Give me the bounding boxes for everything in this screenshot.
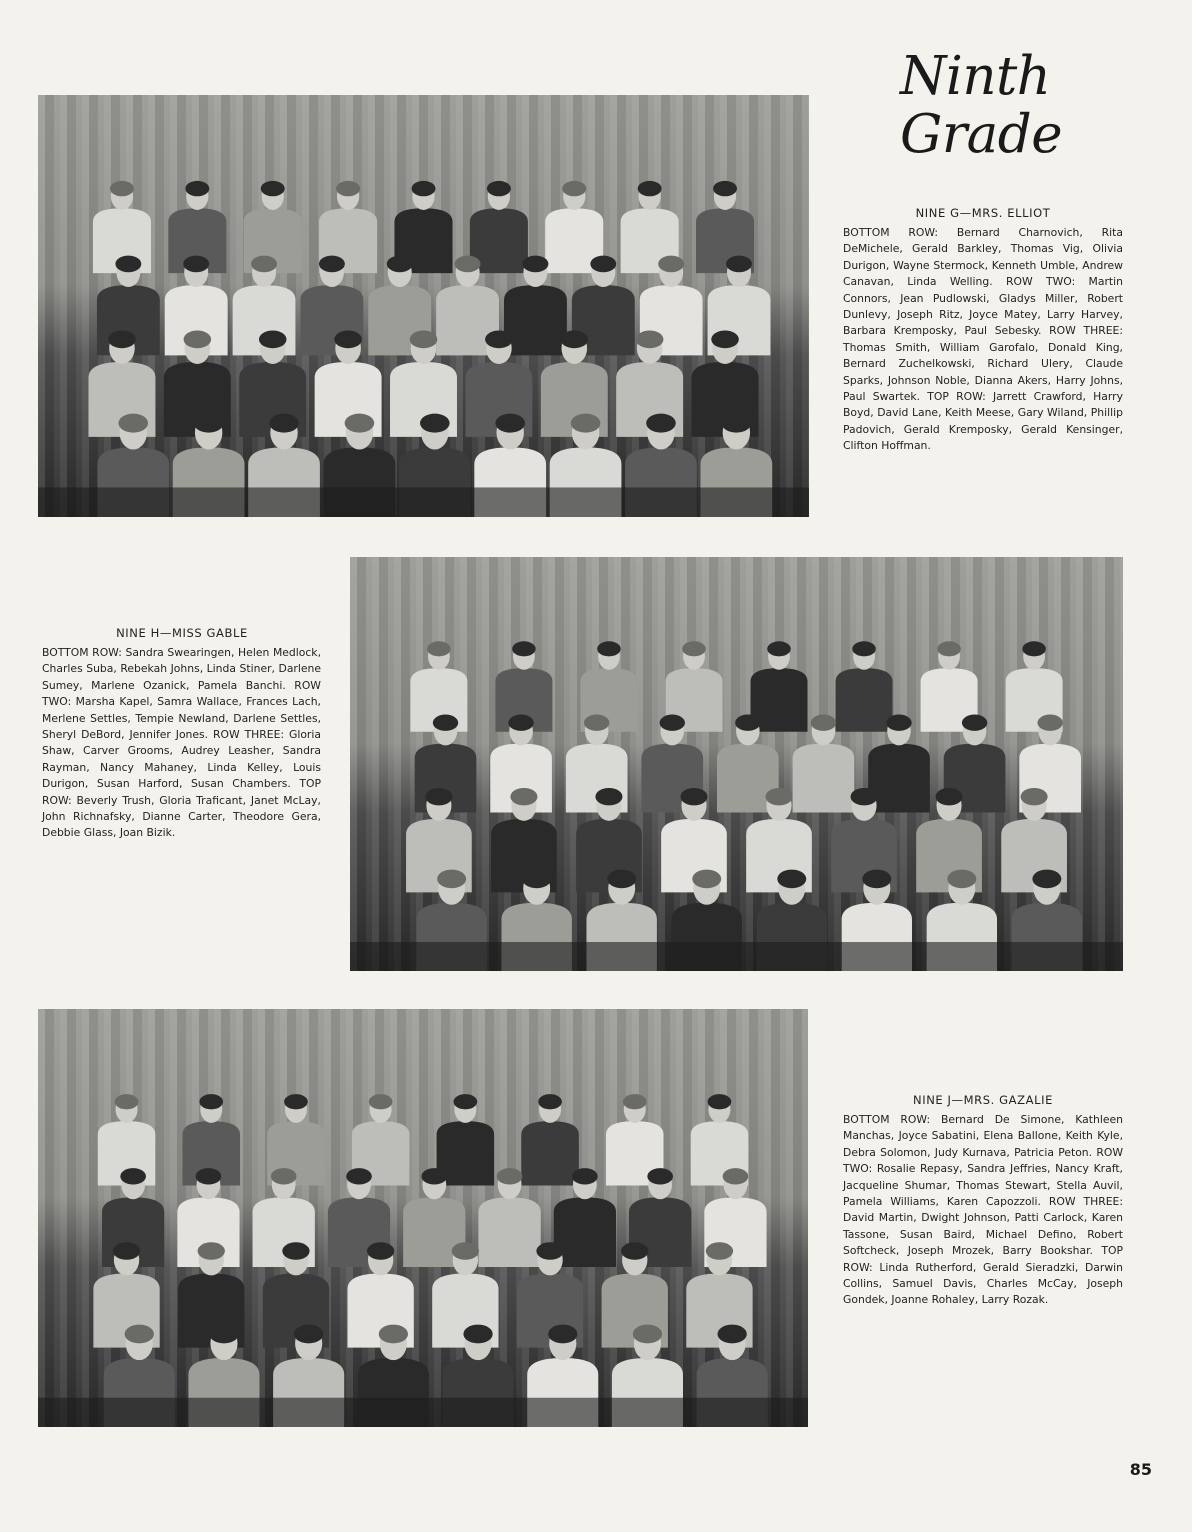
caption-heading-nine-j: NINE J—MRS. GAZALIE bbox=[913, 1093, 1053, 1107]
caption-heading-nine-h: NINE H—MISS GABLE bbox=[116, 626, 248, 640]
photo-figures bbox=[38, 95, 809, 517]
class-photo-nine-g bbox=[38, 95, 809, 517]
photo-floor bbox=[350, 942, 1123, 971]
caption-text-nine-g: BOTTOM ROW: Bernard Charnovich, Rita DeMichele, Gerald Barkley, Thomas Vig, Olivia Durigon, Wayne Stermock, Kenneth Umble, Andrew Canavan, Linda Welling. ROW TWO: Martin Connors, Jean Pudlowski, Gladys Miller, Robert Dunlevy, Joseph Ritz, Joyce Matey, Larry Harvey, Barbara Kremposky, Paul Sebesky. ROW THREE: Thomas Smith, William Garofalo, Donald King, Bernard Zuchelkowski, Richard Ulery, Claude Sparks, Johnson Noble, Dianna Akers, Harry Johns, Paul Swartek. TOP ROW: Jarrett Crawford, Harry Boyd, David Lane, Keith Meese, Gary Wiland, Phillip Padovich, Gerald Kremposky, Gerald Kensinger, Clifton Hoffman. bbox=[843, 226, 1123, 453]
title-line-1: Ninth bbox=[900, 46, 1051, 107]
student-figure bbox=[751, 641, 808, 731]
class-photo-nine-h bbox=[350, 557, 1123, 971]
caption-text-nine-j: BOTTOM ROW: Bernard De Simone, Kathleen Manchas, Joyce Sabatini, Elena Ballone, Keith Kyle, Debra Solomon, Judy Kurnava, Patricia Peton. ROW TWO: Rosalie Repasy, Sandra Jeffries, Nancy Kraft, Jacqueline Shumar, Thomas Stewart, Stella Auvil, Pamela Williams, Karen Capozzoli. ROW THREE: David Martin, Dwight Johnson, Patti Carlock, Karen Tassone, Susan Baird, Michael Defino, Robert Softcheck, Joseph Mrozek, Barry Bookshar. TOP ROW: Linda Rutherford, Gerald Sieradzki, Darwin Collins, Samuel Davis, Charles McCay, Joseph Gondek, Joanne Rohaley, Larry Rozak. bbox=[843, 1113, 1123, 1307]
student-figure bbox=[470, 181, 528, 273]
photo-figures bbox=[38, 1009, 808, 1427]
title-line-2: Grade bbox=[900, 104, 1063, 165]
page-number: 85 bbox=[1129, 1460, 1152, 1479]
photo-figures bbox=[350, 557, 1123, 971]
student-figure bbox=[437, 1094, 495, 1185]
student-figure bbox=[836, 641, 893, 731]
page-title bbox=[900, 48, 1140, 164]
caption-text-nine-h: BOTTOM ROW: Sandra Swearingen, Helen Medlock, Charles Suba, Rebekah Johns, Linda Stiner, Darlene Sumey, Marlene Ozanick, Pamela Banchi. ROW TWO: Marsha Kapel, Samra Wallace, Frances Lach, Merlene Settles, Tempie Newland, Darlene Settles, Sheryl DeBord, Jennifer Jones. ROW THREE: Gloria Shaw, Carver Grooms, Audrey Leasher, Sandra Rayman, Nancy Mahaney, Linda Kelley, Louis Durigon, Susan Harford, Susan Chambers. TOP ROW: Beverly Trush, Gloria Traficant, Janet McLay, John Richnafsky, Dianne Carter, Theodore Gera, Debbie Glass, Joan Bizik. bbox=[42, 646, 321, 840]
photo-floor bbox=[38, 487, 809, 517]
caption-heading-nine-g: NINE G—MRS. ELLIOT bbox=[915, 206, 1051, 220]
student-figure bbox=[521, 1094, 579, 1185]
photo-floor bbox=[38, 1398, 808, 1427]
class-photo-nine-j bbox=[38, 1009, 808, 1427]
